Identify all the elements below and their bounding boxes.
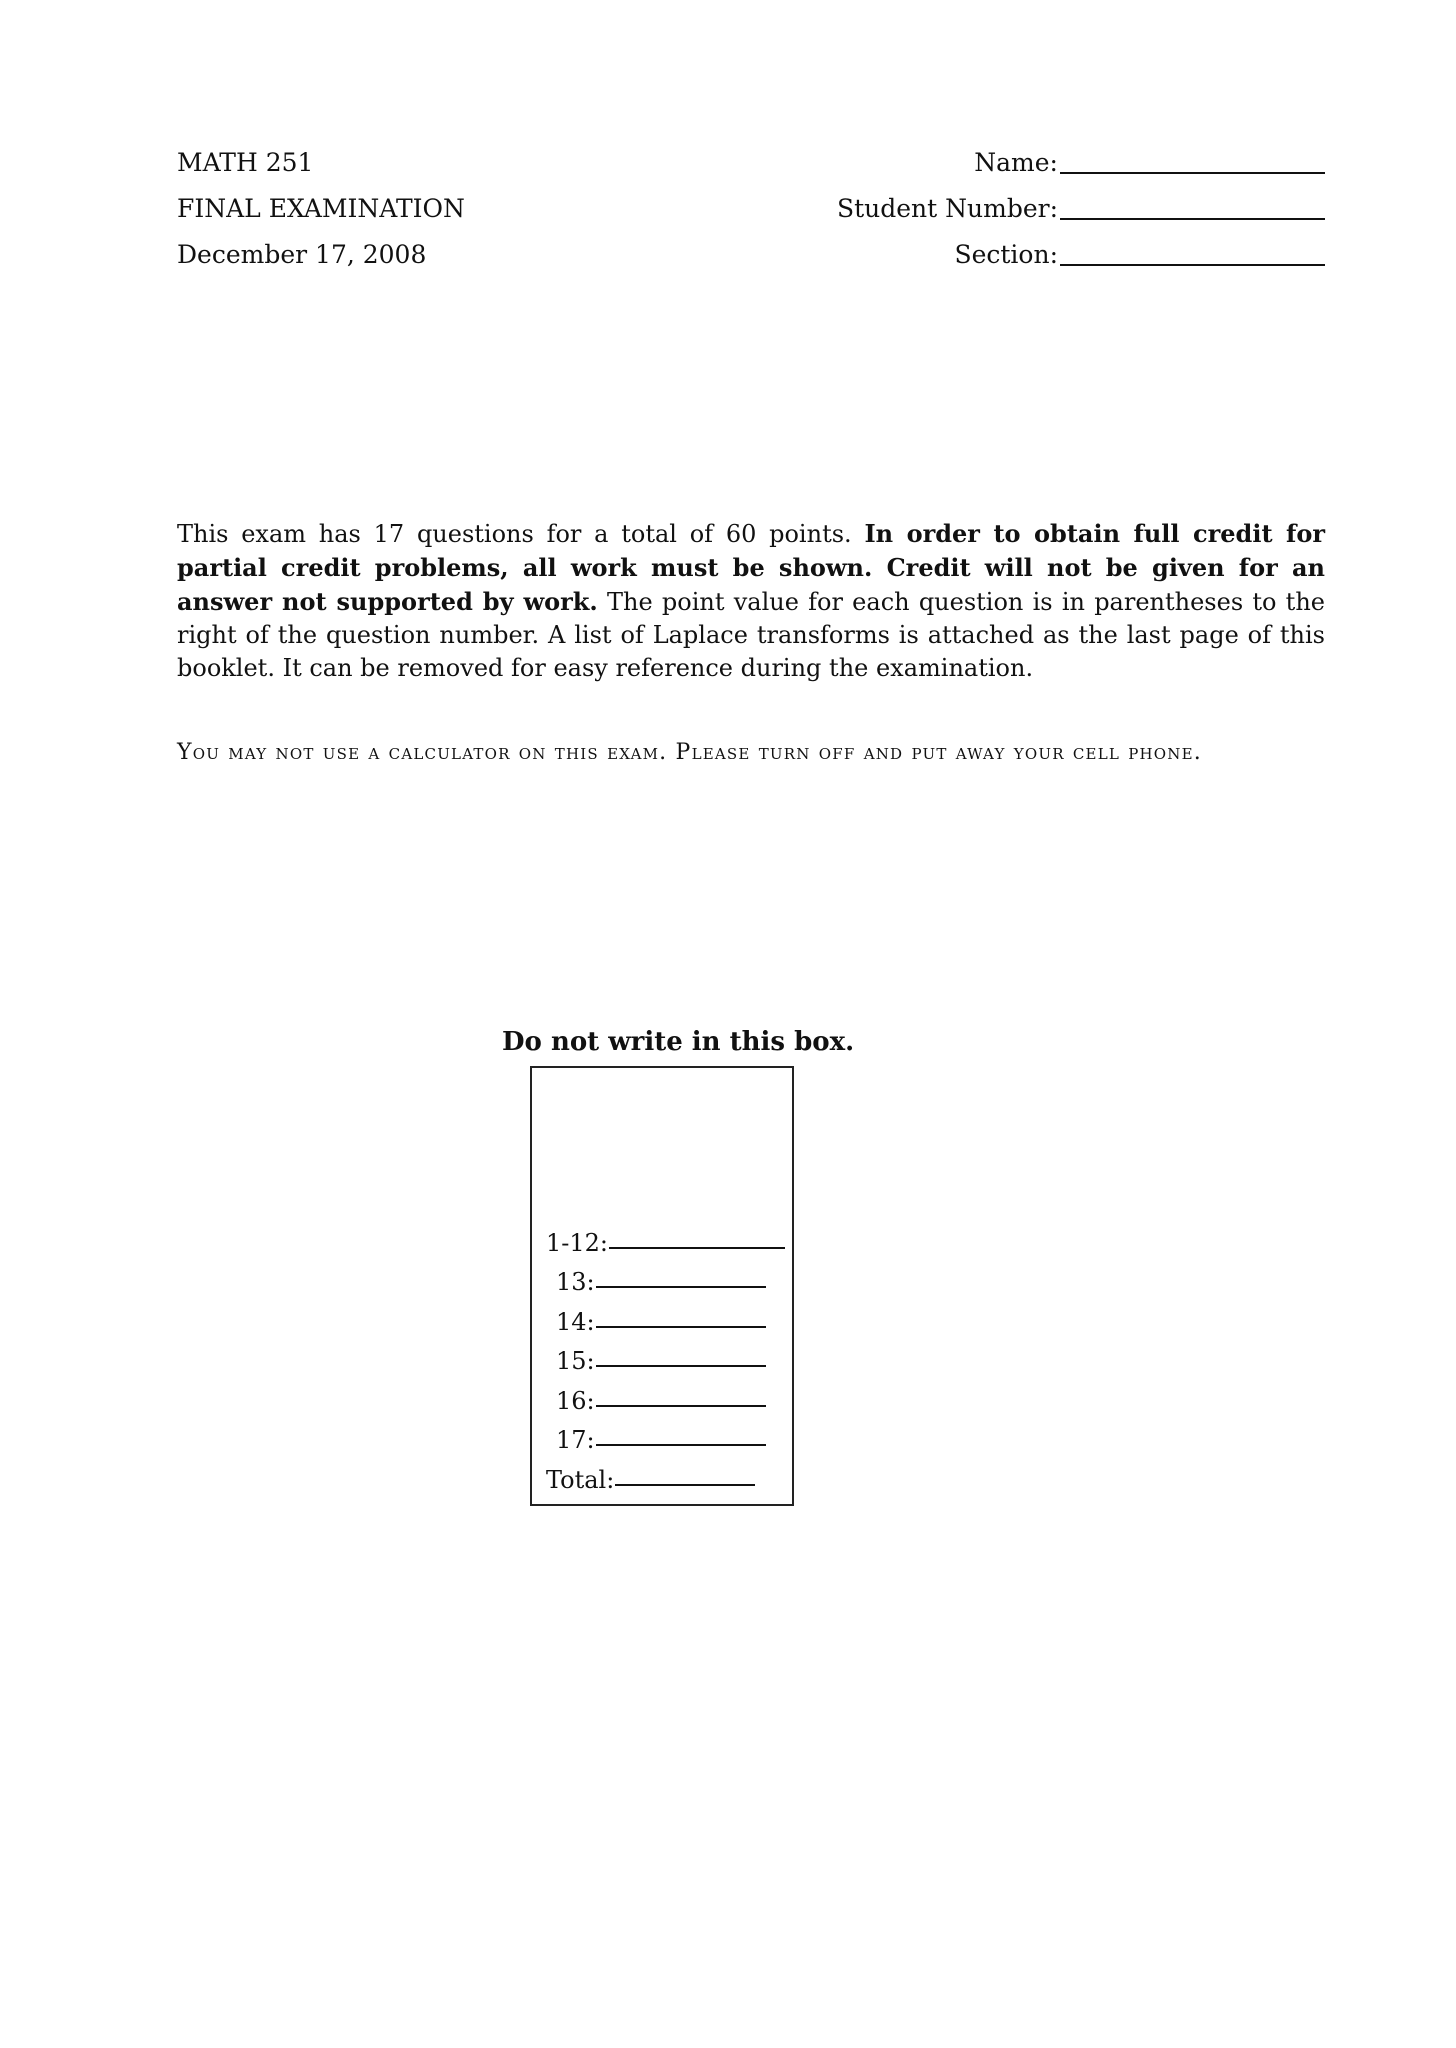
score-label: 17: <box>556 1426 595 1454</box>
score-row <box>546 1336 785 1376</box>
name-label: Name: <box>974 148 1058 177</box>
calculator-notice: You may not use a calculator on this exam. Please turn off and put away your cell phone. <box>177 740 1202 765</box>
score-row <box>546 1375 785 1415</box>
section-label: Section: <box>954 240 1058 269</box>
score-label: 13: <box>556 1268 595 1296</box>
exam-header-left <box>177 140 465 278</box>
student-number-field-row <box>837 186 1325 232</box>
score-box <box>530 1066 794 1506</box>
score-row <box>546 1217 785 1257</box>
score-blank-line <box>596 1316 766 1328</box>
course-code: MATH 251 <box>177 148 314 177</box>
name-field-row <box>837 140 1325 186</box>
instructions-intro: This exam has 17 questions for a total of 60 points. <box>177 520 865 548</box>
score-blank-line <box>596 1395 766 1407</box>
score-row-total <box>546 1454 785 1494</box>
instructions-bold-warning: In order to obtain full credit for partial credit problems, all work must be shown. Credit will not be given for an answer not supported by work. <box>177 519 1325 616</box>
name-blank-line[interactable] <box>1060 158 1325 174</box>
student-info-fields <box>837 140 1325 278</box>
score-rows <box>546 1217 785 1494</box>
score-row <box>546 1415 785 1455</box>
score-label: 15: <box>556 1347 595 1375</box>
student-number-blank-line[interactable] <box>1060 204 1325 220</box>
score-blank-line <box>596 1434 766 1446</box>
score-box-title: Do not write in this box. <box>502 1027 855 1057</box>
score-blank-line <box>596 1355 766 1367</box>
score-label: 14: <box>556 1307 595 1336</box>
score-row <box>546 1257 785 1297</box>
score-blank-line <box>596 1276 766 1288</box>
instructions-details: The point value for each question is in parentheses to the right of the question number. A list of Laplace transforms is attached as the last page of this booklet. It can be removed for easy reference during the examination. <box>177 588 1325 682</box>
section-field-row <box>837 232 1325 278</box>
student-number-label: Student Number: <box>836 194 1058 223</box>
score-blank-line <box>609 1237 785 1249</box>
score-total-label: Total: <box>546 1465 615 1494</box>
exam-title: FINAL EXAMINATION <box>177 194 465 223</box>
section-blank-line[interactable] <box>1060 250 1325 266</box>
exam-date: December 17, 2008 <box>177 240 427 269</box>
exam-instructions <box>177 517 1325 685</box>
score-label: 1-12: <box>546 1228 609 1257</box>
score-row <box>546 1296 785 1336</box>
score-total-blank-line <box>615 1474 755 1486</box>
score-label: 16: <box>556 1386 595 1415</box>
